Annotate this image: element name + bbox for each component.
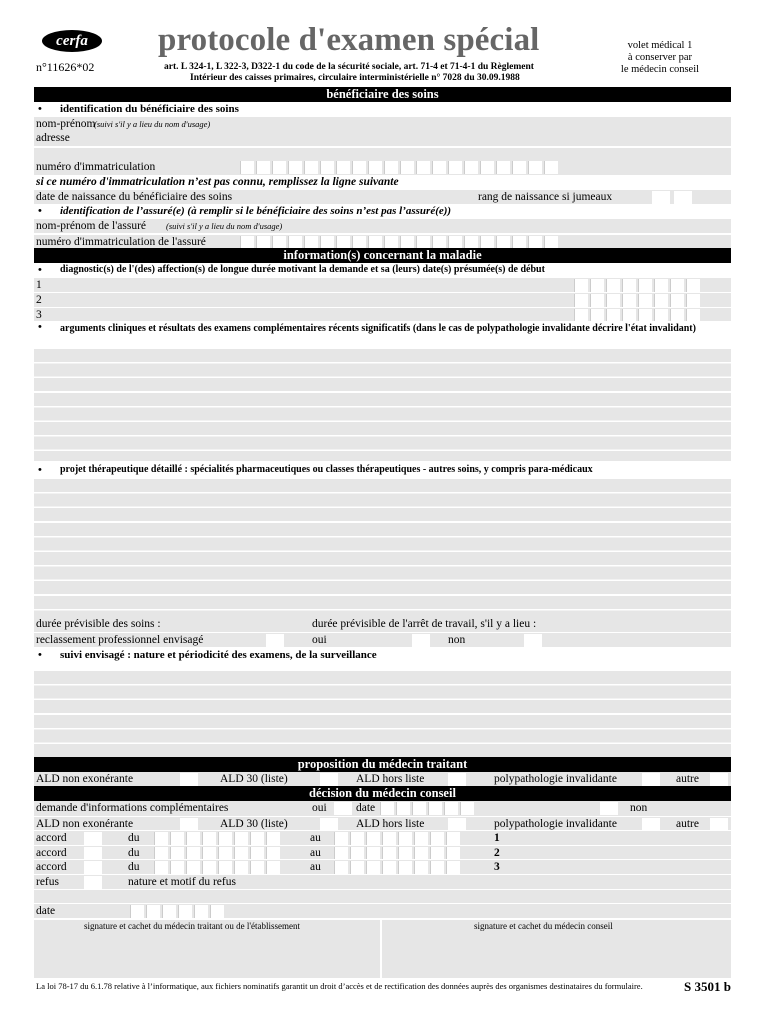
ald-non-exo-label: ALD non exonérante <box>36 817 134 830</box>
date-cell[interactable] <box>654 309 668 322</box>
digit-cell[interactable] <box>272 161 286 174</box>
date-cell[interactable] <box>622 309 636 322</box>
date-cell[interactable] <box>686 279 700 292</box>
arguments-textarea[interactable] <box>34 349 731 461</box>
diagnostic-heading <box>34 263 731 278</box>
date-cell[interactable] <box>574 309 588 322</box>
date-cell[interactable] <box>590 279 604 292</box>
date-cell[interactable] <box>202 861 216 874</box>
diagnostic-date-cells[interactable] <box>574 279 700 292</box>
date-cell[interactable] <box>446 847 460 860</box>
date-cell[interactable] <box>428 802 442 815</box>
duree-soins-label: durée prévisible des soins : <box>36 618 161 631</box>
nom-prenom-field[interactable] <box>34 117 731 132</box>
date-naissance-field[interactable] <box>34 190 731 205</box>
date-cell[interactable] <box>186 832 200 845</box>
non-label: non <box>448 633 466 646</box>
diagnostic-line-3[interactable] <box>34 307 731 322</box>
decision-options <box>34 816 731 831</box>
date-cell[interactable] <box>218 847 232 860</box>
ald30-label: ALD 30 (liste) <box>220 772 288 785</box>
adresse-label: adresse <box>36 132 70 145</box>
cerfa-logo: cerfa <box>42 30 102 52</box>
form-reference: S 3501 b <box>684 979 731 994</box>
diagnostic-line-2[interactable] <box>34 292 731 307</box>
immatriculation-cells[interactable] <box>240 161 558 174</box>
date-cell[interactable] <box>380 802 394 815</box>
accord-checkbox[interactable] <box>84 847 102 860</box>
date-cell[interactable] <box>574 279 588 292</box>
bullet-icon: • <box>38 263 42 276</box>
section-header-proposition: proposition du médecin traitant <box>34 757 731 772</box>
polypath-checkbox[interactable] <box>642 818 660 831</box>
date-cell[interactable] <box>622 294 636 307</box>
digit-cell[interactable] <box>464 161 478 174</box>
date-cell[interactable] <box>194 905 208 918</box>
au-label: au <box>310 861 321 874</box>
date-cell[interactable] <box>382 847 396 860</box>
rang-box[interactable] <box>674 191 692 204</box>
motif-line[interactable] <box>34 889 731 904</box>
bullet-icon: • <box>38 103 42 115</box>
inconnu-note <box>34 175 731 190</box>
date-cell[interactable] <box>460 802 474 815</box>
date-cell[interactable] <box>654 294 668 307</box>
date-cell[interactable] <box>398 832 412 845</box>
date-cell[interactable] <box>398 861 412 874</box>
date-cell[interactable] <box>430 847 444 860</box>
identification-assure-label: identification de l’assuré(e) (à remplir si le bénéficiaire des soins n’est pas l’assuré(e)) <box>60 205 452 218</box>
du-label: du <box>128 832 140 845</box>
immatriculation-field[interactable] <box>34 160 731 175</box>
digit-cell[interactable] <box>240 161 254 174</box>
date-cell[interactable] <box>234 847 248 860</box>
projet-textarea[interactable] <box>34 479 731 617</box>
date-cell[interactable] <box>686 309 700 322</box>
date-cell[interactable] <box>622 279 636 292</box>
date-cell[interactable] <box>334 832 348 845</box>
digit-cell[interactable] <box>448 161 462 174</box>
immat-assure-field[interactable] <box>34 233 731 248</box>
accord-number-1: 1 <box>494 832 500 845</box>
date-cell[interactable] <box>446 861 460 874</box>
au-label: au <box>310 832 321 845</box>
autre-label: autre <box>676 817 699 830</box>
digit-cell[interactable] <box>384 161 398 174</box>
date-cell[interactable] <box>234 861 248 874</box>
nom-usage-assure-hint: (suivi s'il y a lieu du nom d'usage) <box>166 220 283 231</box>
ald-hors-checkbox[interactable] <box>448 773 466 786</box>
date-naissance-label: date de naissance du bénéficiaire des soins <box>36 190 233 203</box>
date-cell[interactable] <box>670 294 684 307</box>
adresse-line-2[interactable] <box>34 146 731 161</box>
date-cell[interactable] <box>382 861 396 874</box>
digit-cell[interactable] <box>288 161 302 174</box>
accord-number-2: 2 <box>494 846 500 859</box>
date-cell[interactable] <box>430 861 444 874</box>
bullet-icon: • <box>38 321 42 334</box>
du-label: du <box>128 846 140 859</box>
diagnostic-date-cells[interactable] <box>574 294 700 307</box>
date-cell[interactable] <box>414 832 428 845</box>
volet-line-1: volet médical 1 <box>627 40 693 51</box>
digit-cell[interactable] <box>336 161 350 174</box>
accord-number-3: 3 <box>494 861 500 874</box>
date-cell[interactable] <box>250 861 264 874</box>
date-cell[interactable] <box>154 861 168 874</box>
digit-cell[interactable] <box>368 161 382 174</box>
date-cell[interactable] <box>170 832 184 845</box>
du-date-cells[interactable] <box>154 832 280 845</box>
date-cell[interactable] <box>590 294 604 307</box>
date-cell[interactable] <box>638 294 652 307</box>
bullet-icon: • <box>38 205 42 218</box>
digit-cell[interactable] <box>416 161 430 174</box>
date-cell[interactable] <box>250 832 264 845</box>
accord-row-2 <box>34 845 731 860</box>
date-cells[interactable] <box>380 802 474 815</box>
date-cell[interactable] <box>186 861 200 874</box>
ald-non-exo-checkbox[interactable] <box>180 773 198 786</box>
date-cell[interactable] <box>266 832 280 845</box>
date-cell[interactable] <box>130 905 144 918</box>
date-cell[interactable] <box>170 861 184 874</box>
digit-cell[interactable] <box>496 161 510 174</box>
form-body <box>34 87 731 918</box>
legal-reference-1: art. L 324-1, L 322-3, D322-1 du code de la sécurité sociale, art. 71-4 et 71-4-1 du Règlement <box>164 62 534 72</box>
digit-cell[interactable] <box>544 161 558 174</box>
date-cell[interactable] <box>334 861 348 874</box>
immat-assure-label: numéro d'immatriculation de l'assuré <box>36 236 206 249</box>
du-date-cells[interactable] <box>154 847 280 860</box>
date-cell[interactable] <box>412 802 426 815</box>
polypath-label: polypathologie invalidante <box>494 817 617 830</box>
signature-traitant-label: signature et cachet du médecin traitant ou de l'établissement <box>84 921 301 931</box>
nom-prenom-label: nom-prénom <box>36 117 96 130</box>
digit-cell[interactable] <box>256 161 270 174</box>
digit-cell[interactable] <box>320 161 334 174</box>
volet-note <box>600 40 720 76</box>
polypath-label: polypathologie invalidante <box>494 772 617 785</box>
date-cell[interactable] <box>606 309 620 322</box>
date-cell[interactable] <box>414 861 428 874</box>
identification-label: identification du bénéficiaire des soins <box>60 103 239 115</box>
date-cell[interactable] <box>334 847 348 860</box>
date-cell[interactable] <box>670 279 684 292</box>
arguments-label: arguments cliniques et résultats des examens complémentaires récents significatifs (dans le cas de polypathologie invalidante décrire l'état invalidant) <box>60 323 696 335</box>
bullet-icon: • <box>38 648 42 661</box>
reclassement-field <box>34 632 731 647</box>
diagnostic-number-2: 2 <box>36 294 42 307</box>
inconnu-label: si ce numéro d'immatriculation n’est pas connu, remplissez la ligne suivante <box>36 175 399 188</box>
diagnostic-date-cells[interactable] <box>574 309 700 322</box>
accord-row-1 <box>34 830 731 845</box>
accord-checkbox[interactable] <box>84 832 102 845</box>
date-cell[interactable] <box>170 847 184 860</box>
projet-label: projet thérapeutique détaillé : spécialités pharmaceutiques ou classes thérapeutiques - autres soins, y compris para-médicaux <box>60 464 593 476</box>
nom-usage-hint: (suivi s'il y a lieu du nom d'usage) <box>94 118 211 129</box>
autre-checkbox[interactable] <box>710 818 728 831</box>
arguments-heading <box>34 321 731 349</box>
digit-cell[interactable] <box>512 161 526 174</box>
motif-label: nature et motif du refus <box>128 876 236 889</box>
ald-non-exo-checkbox[interactable] <box>180 818 198 831</box>
date-cell[interactable] <box>234 832 248 845</box>
date-label: date <box>36 905 56 918</box>
adresse-field[interactable] <box>34 131 731 146</box>
accord-label: accord <box>36 861 67 874</box>
form-header <box>0 0 770 86</box>
duree-arret-label: durée prévisible de l'arrêt de travail, s'il y a lieu : <box>312 618 537 631</box>
oui-checkbox[interactable] <box>412 634 430 647</box>
signature-divider <box>380 920 382 978</box>
digit-cell[interactable] <box>528 161 542 174</box>
accord-row-3 <box>34 859 731 874</box>
date-cell[interactable] <box>398 847 412 860</box>
date-cell[interactable] <box>266 847 280 860</box>
date-cell[interactable] <box>686 294 700 307</box>
ald-hors-checkbox[interactable] <box>448 818 466 831</box>
date-cell[interactable] <box>350 861 364 874</box>
date-cell[interactable] <box>202 832 216 845</box>
diagnostic-label: diagnostic(s) de l'(des) affection(s) de longue durée motivant la demande et sa (leurs) date(s) présumée(s) de début <box>60 263 545 275</box>
final-date-cells[interactable] <box>130 905 224 918</box>
date-cell[interactable] <box>178 905 192 918</box>
identification-heading <box>34 102 731 117</box>
autre-checkbox[interactable] <box>710 773 728 786</box>
proposition-options <box>34 772 731 787</box>
immatriculation-label: numéro d'immatriculation <box>36 161 156 174</box>
diagnostic-line-1[interactable] <box>34 278 731 293</box>
legal-reference-2: Intérieur des caisses primaires, circulaire interministérielle n° 7028 du 30.09.1988 <box>190 73 520 83</box>
section-header-decision: décision du médecin conseil <box>34 786 731 801</box>
volet-line-2: à conserver par <box>627 52 693 63</box>
refus-row <box>34 874 731 889</box>
date-cell[interactable] <box>606 294 620 307</box>
date-cell[interactable] <box>670 309 684 322</box>
section-header-maladie: information(s) concernant la maladie <box>34 248 731 263</box>
rang-label: rang de naissance si jumeaux <box>478 190 613 203</box>
refus-label: refus <box>36 876 59 889</box>
legal-footer: La loi 78-17 du 6.1.78 relative à l’informatique, aux fichiers nominatifs garantit un droit d’accès et de rectification des données auprès des organismes destinataires du formulaire. <box>36 981 643 991</box>
date-cell[interactable] <box>218 861 232 874</box>
date-cell[interactable] <box>396 802 410 815</box>
date-cell[interactable] <box>654 279 668 292</box>
signature-conseil-label: signature et cachet du médecin conseil <box>474 921 613 931</box>
demande-info-label: demande d'informations complémentaires <box>36 802 229 815</box>
accord-label: accord <box>36 832 67 845</box>
date-cell[interactable] <box>162 905 176 918</box>
date-cell[interactable] <box>366 832 380 845</box>
date-cell[interactable] <box>606 279 620 292</box>
duree-field[interactable] <box>34 617 731 632</box>
ald-hors-label: ALD hors liste <box>356 772 425 785</box>
date-cell[interactable] <box>590 309 604 322</box>
reclassement-checkbox[interactable] <box>266 634 284 647</box>
polypath-checkbox[interactable] <box>642 773 660 786</box>
au-date-cells[interactable] <box>334 832 460 845</box>
projet-heading <box>34 461 731 479</box>
date-cell[interactable] <box>250 847 264 860</box>
volet-line-3: le médecin conseil <box>620 64 700 75</box>
oui-label: oui <box>312 802 327 815</box>
ald30-checkbox[interactable] <box>320 773 338 786</box>
date-cell[interactable] <box>210 905 224 918</box>
non-label: non <box>630 802 648 815</box>
digit-cell[interactable] <box>304 161 318 174</box>
date-cell[interactable] <box>266 861 280 874</box>
accord-label: accord <box>36 846 67 859</box>
ald-hors-label: ALD hors liste <box>356 817 425 830</box>
date-cell[interactable] <box>202 847 216 860</box>
au-date-cells[interactable] <box>334 847 460 860</box>
cerfa-number: n°11626*02 <box>36 60 95 74</box>
date-cell[interactable] <box>366 847 380 860</box>
reclassement-label: reclassement professionnel envisagé <box>36 633 204 646</box>
date-cell[interactable] <box>146 905 160 918</box>
du-date-cells[interactable] <box>154 861 280 874</box>
section-header-beneficiaire: bénéficiaire des soins <box>34 87 731 102</box>
date-cell[interactable] <box>414 847 428 860</box>
au-date-cells[interactable] <box>334 861 460 874</box>
diagnostic-number-3: 3 <box>36 308 42 321</box>
nom-prenom-assure-label: nom-prénom de l'assuré <box>36 219 147 232</box>
suivi-label: suivi envisagé : nature et périodicité des examens, de la surveillance <box>60 648 377 661</box>
digit-cell[interactable] <box>480 161 494 174</box>
refus-checkbox[interactable] <box>84 876 102 889</box>
date-cell[interactable] <box>154 832 168 845</box>
signature-area[interactable] <box>34 920 731 978</box>
oui-checkbox[interactable] <box>334 802 352 815</box>
accord-checkbox[interactable] <box>84 861 102 874</box>
date-cell[interactable] <box>218 832 232 845</box>
ald30-checkbox[interactable] <box>320 818 338 831</box>
page-title: protocole d'examen spécial <box>158 22 540 58</box>
bullet-icon: • <box>38 464 42 477</box>
date-cell[interactable] <box>638 279 652 292</box>
date-row <box>34 903 731 918</box>
ald-non-exo-label: ALD non exonérante <box>36 772 134 785</box>
autre-label: autre <box>676 772 699 785</box>
date-cell[interactable] <box>446 832 460 845</box>
suivi-heading <box>34 647 731 671</box>
date-cell[interactable] <box>444 802 458 815</box>
date-cell[interactable] <box>382 832 396 845</box>
identification-assure-heading <box>34 204 731 219</box>
suivi-textarea[interactable] <box>34 671 731 757</box>
date-cell[interactable] <box>638 309 652 322</box>
rang-box[interactable] <box>652 191 670 204</box>
digit-cell[interactable] <box>432 161 446 174</box>
nom-prenom-assure-field[interactable] <box>34 219 731 234</box>
ald30-label: ALD 30 (liste) <box>220 817 288 830</box>
date-cell[interactable] <box>350 832 364 845</box>
digit-cell[interactable] <box>352 161 366 174</box>
demande-info-row <box>34 801 731 816</box>
date-cell[interactable] <box>430 832 444 845</box>
date-label: date <box>356 802 376 815</box>
date-cell[interactable] <box>366 861 380 874</box>
non-checkbox[interactable] <box>600 802 618 815</box>
diagnostic-number-1: 1 <box>36 278 42 291</box>
oui-label: oui <box>312 633 327 646</box>
date-cell[interactable] <box>574 294 588 307</box>
date-cell[interactable] <box>350 847 364 860</box>
date-cell[interactable] <box>154 847 168 860</box>
au-label: au <box>310 846 321 859</box>
digit-cell[interactable] <box>400 161 414 174</box>
date-cell[interactable] <box>186 847 200 860</box>
du-label: du <box>128 861 140 874</box>
non-checkbox[interactable] <box>524 634 542 647</box>
